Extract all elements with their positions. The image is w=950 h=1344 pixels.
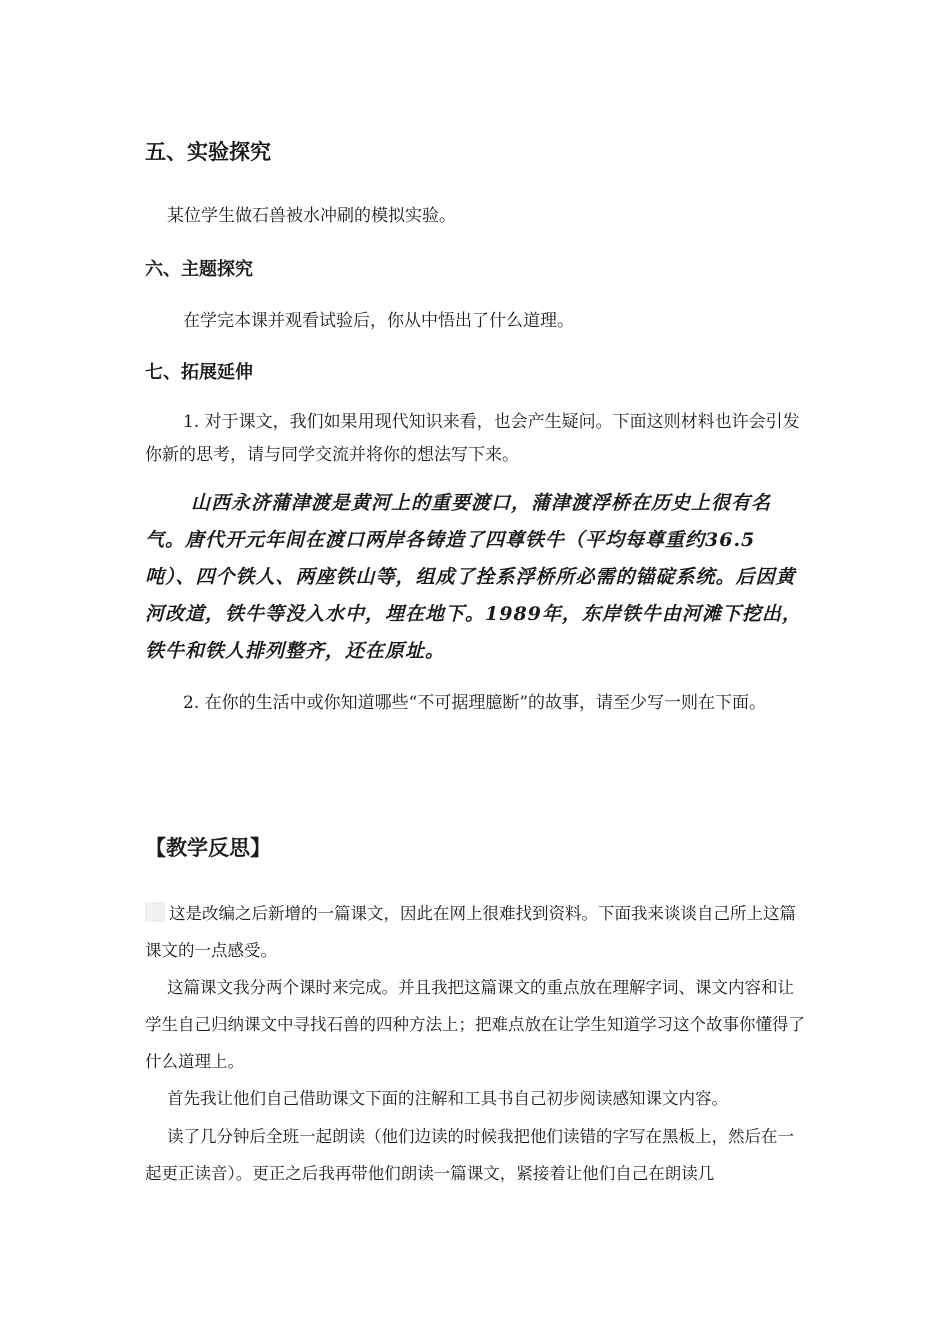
section-six-title: 六、主题探究 <box>145 259 253 280</box>
section-seven-item-1: 1. 对于课文，我们如果用现代知识来看，也会产生疑问。下面这则材料也许会引发你新的思考，请与同学交流并将你的想法写下来。 <box>145 412 800 465</box>
section-five-title: 五、实验探究 <box>145 139 271 164</box>
reflection-paragraph-2: 这篇课文我分两个课时来完成。并且我把这篇课文的重点放在理解字词、课文内容和让学生自己归纳课文中寻找石兽的四种方法上；把难点放在让学生知道学习这个故事你懂得了什么道理上。 <box>145 978 805 1071</box>
section-seven-item-2: 2. 在你的生活中或你知道哪些“不可据理臆断”的故事，请至少写一则在下面。 <box>183 693 767 713</box>
reflection-paragraph-3: 首先我让他们自己借助课文下面的注解和工具书自己初步阅读感知课文内容。 <box>167 1089 728 1108</box>
reflection-paragraph-1 <box>145 895 805 969</box>
reflection-title: 【教学反思】 <box>145 835 271 860</box>
reflection-paragraph-4: 读了几分钟后全班一起朗读（他们边读的时候我把他们读错的字写在黑板上，然后在一起更正读音）。更正之后我再带他们朗读一篇课文，紧接着让他们自己在朗读几 <box>145 1127 794 1183</box>
section-six-body: 在学完本课并观看试验后，你从中悟出了什么道理。 <box>183 311 574 331</box>
reflection-paragraph-1-text: 这是改编之后新增的一篇课文，因此在网上很难找到资料。下面我来谈谈自己所上这篇课文的一点感受。 <box>145 904 796 960</box>
material-quote: 山西永济蒲津渡是黄河上的重要渡口，蒲津渡浮桥在历史上很有名气。唐代开元年间在渡口两岸各铸造了四尊铁牛（平均每尊重约36.5吨）、四个铁人、两座铁山等，组成了拴系浮桥所必需的锚碇系统。后因黄河改道，铁牛等没入水中，埋在地下。1989年，东岸铁牛由河滩下挖出，铁牛和铁人排列整齐，还在原址。 <box>145 492 802 662</box>
section-seven-title: 七、拓展延伸 <box>145 362 253 383</box>
section-five-body: 某位学生做石兽被水冲刷的模拟实验。 <box>167 206 456 226</box>
highlight-mark <box>145 902 165 922</box>
